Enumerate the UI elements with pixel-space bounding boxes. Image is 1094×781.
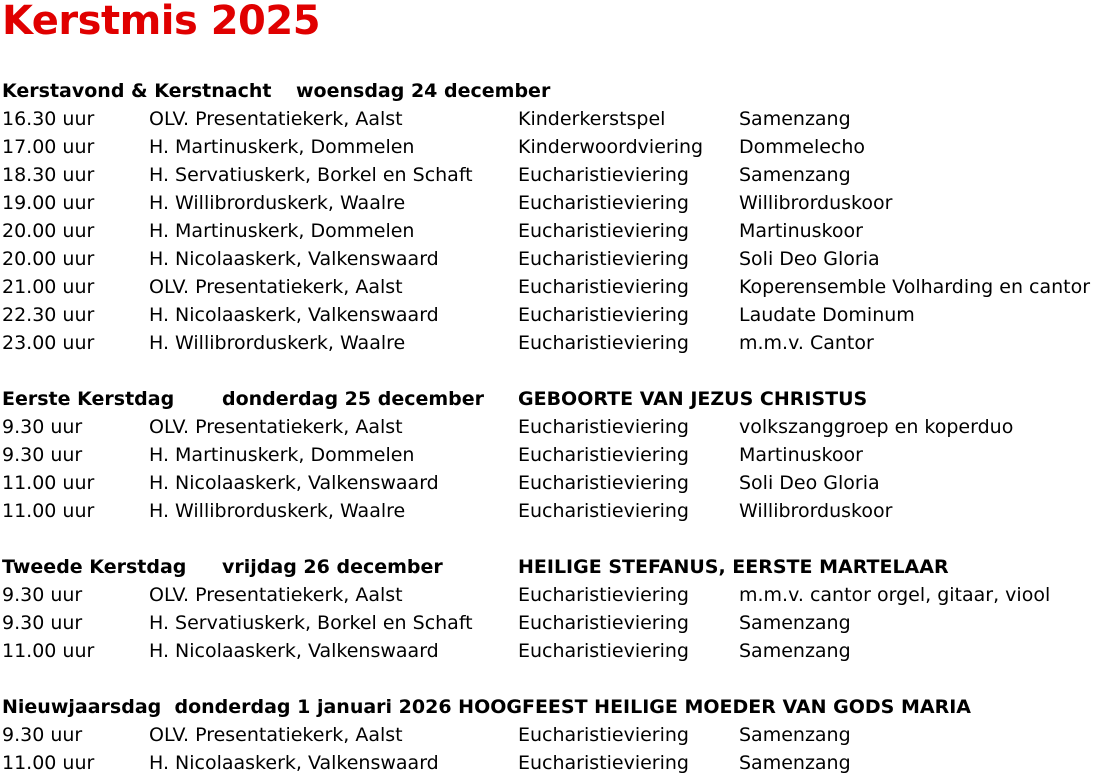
page-title: Kerstmis 2025 — [2, 0, 321, 44]
schedule-row — [0, 133, 1094, 161]
section-nieuwjaarsdag — [0, 693, 1094, 777]
service-type-cell: Kinderkerstspel — [518, 108, 666, 130]
service-type-cell: Eucharistieviering — [518, 724, 689, 746]
time-cell: 9.30 uur — [2, 416, 83, 438]
music-cell: Samenzang — [739, 640, 851, 662]
music-cell: Laudate Dominum — [739, 304, 915, 326]
section-date: vrijdag 26 december — [222, 556, 443, 578]
service-type-cell: Eucharistieviering — [518, 220, 689, 242]
schedule-row — [0, 441, 1094, 469]
time-cell: 9.30 uur — [2, 612, 83, 634]
music-cell: volkszanggroep en koperduo — [739, 416, 1014, 438]
church-cell: H. Willibrorduskerk, Waalre — [149, 500, 406, 522]
schedule-row — [0, 329, 1094, 357]
church-cell: H. Martinuskerk, Dommelen — [149, 220, 415, 242]
section-tweede-kerstdag — [0, 553, 1094, 665]
church-cell: OLV. Presentatiekerk, Aalst — [149, 584, 403, 606]
time-cell: 11.00 uur — [2, 640, 95, 662]
church-cell: H. Martinuskerk, Dommelen — [149, 444, 415, 466]
time-cell: 18.30 uur — [2, 164, 95, 186]
time-cell: 20.00 uur — [2, 248, 95, 270]
service-type-cell: Kinderwoordviering — [518, 136, 704, 158]
music-cell: Soli Deo Gloria — [739, 472, 880, 494]
music-cell: Martinuskoor — [739, 220, 863, 242]
schedule-row — [0, 245, 1094, 273]
service-type-cell: Eucharistieviering — [518, 640, 689, 662]
service-type-cell: Eucharistieviering — [518, 584, 689, 606]
church-cell: H. Willibrorduskerk, Waalre — [149, 332, 406, 354]
schedule-row — [0, 413, 1094, 441]
schedule-row — [0, 749, 1094, 777]
church-cell: H. Servatiuskerk, Borkel en Schaft — [149, 612, 473, 634]
church-cell: H. Nicolaaskerk, Valkenswaard — [149, 472, 439, 494]
music-cell: Willibrorduskoor — [739, 500, 893, 522]
church-cell: H. Nicolaaskerk, Valkenswaard — [149, 304, 439, 326]
section-header — [0, 553, 1094, 581]
time-cell: 20.00 uur — [2, 220, 95, 242]
music-cell: Samenzang — [739, 108, 851, 130]
church-cell: H. Martinuskerk, Dommelen — [149, 136, 415, 158]
music-cell: Samenzang — [739, 612, 851, 634]
music-cell: Martinuskoor — [739, 444, 863, 466]
section-name: Kerstavond & Kerstnacht — [2, 80, 272, 102]
section-feast: HEILIGE STEFANUS, EERSTE MARTELAAR — [518, 556, 949, 578]
music-cell: m.m.v. cantor orgel, gitaar, viool — [739, 584, 1051, 606]
service-type-cell: Eucharistieviering — [518, 472, 689, 494]
schedule-row — [0, 581, 1094, 609]
music-cell: Soli Deo Gloria — [739, 248, 880, 270]
schedule-row — [0, 161, 1094, 189]
church-cell: H. Nicolaaskerk, Valkenswaard — [149, 752, 439, 774]
time-cell: 23.00 uur — [2, 332, 95, 354]
music-cell: Samenzang — [739, 752, 851, 774]
music-cell: Dommelecho — [739, 136, 866, 158]
time-cell: 9.30 uur — [2, 724, 83, 746]
service-type-cell: Eucharistieviering — [518, 164, 689, 186]
service-type-cell: Eucharistieviering — [518, 612, 689, 634]
schedule-row — [0, 273, 1094, 301]
church-cell: OLV. Presentatiekerk, Aalst — [149, 108, 403, 130]
music-cell: Samenzang — [739, 164, 851, 186]
section-feast: GEBOORTE VAN JEZUS CHRISTUS — [518, 388, 868, 410]
section-eerste-kerstdag — [0, 385, 1094, 525]
service-type-cell: Eucharistieviering — [518, 332, 689, 354]
time-cell: 21.00 uur — [2, 276, 95, 298]
time-cell: 19.00 uur — [2, 192, 95, 214]
church-cell: H. Willibrorduskerk, Waalre — [149, 192, 406, 214]
service-type-cell: Eucharistieviering — [518, 276, 689, 298]
church-cell: OLV. Presentatiekerk, Aalst — [149, 724, 403, 746]
church-cell: OLV. Presentatiekerk, Aalst — [149, 276, 403, 298]
church-cell: H. Nicolaaskerk, Valkenswaard — [149, 248, 439, 270]
schedule-row — [0, 637, 1094, 665]
schedule-row — [0, 217, 1094, 245]
service-type-cell: Eucharistieviering — [518, 304, 689, 326]
time-cell: 11.00 uur — [2, 752, 95, 774]
service-type-cell: Eucharistieviering — [518, 416, 689, 438]
section-header — [0, 77, 1094, 105]
section-date: donderdag 25 december — [222, 388, 485, 410]
church-cell: OLV. Presentatiekerk, Aalst — [149, 416, 403, 438]
service-type-cell: Eucharistieviering — [518, 752, 689, 774]
service-type-cell: Eucharistieviering — [518, 248, 689, 270]
schedule-row — [0, 301, 1094, 329]
church-cell: H. Nicolaaskerk, Valkenswaard — [149, 640, 439, 662]
time-cell: 9.30 uur — [2, 444, 83, 466]
church-cell: H. Servatiuskerk, Borkel en Schaft — [149, 164, 473, 186]
schedule-row — [0, 721, 1094, 749]
schedule-row — [0, 189, 1094, 217]
music-cell: m.m.v. Cantor — [739, 332, 874, 354]
time-cell: 11.00 uur — [2, 500, 95, 522]
music-cell: Koperensemble Volharding en cantor — [739, 276, 1091, 298]
time-cell: 17.00 uur — [2, 136, 95, 158]
section-heading: Nieuwjaarsdag donderdag 1 januari 2026 HOOGFEEST HEILIGE MOEDER VAN GODS MARIA — [2, 696, 971, 718]
schedule-row — [0, 497, 1094, 525]
service-type-cell: Eucharistieviering — [518, 192, 689, 214]
section-date: woensdag 24 december — [296, 80, 551, 102]
time-cell: 16.30 uur — [2, 108, 95, 130]
service-type-cell: Eucharistieviering — [518, 444, 689, 466]
section-name: Eerste Kerstdag — [2, 388, 175, 410]
schedule-row — [0, 105, 1094, 133]
time-cell: 9.30 uur — [2, 584, 83, 606]
section-header — [0, 385, 1094, 413]
music-cell: Samenzang — [739, 724, 851, 746]
section-kerstavond — [0, 77, 1094, 357]
time-cell: 22.30 uur — [2, 304, 95, 326]
music-cell: Willibrorduskoor — [739, 192, 893, 214]
time-cell: 11.00 uur — [2, 472, 95, 494]
section-header — [0, 693, 1094, 721]
section-name: Tweede Kerstdag — [2, 556, 187, 578]
schedule-row — [0, 469, 1094, 497]
service-type-cell: Eucharistieviering — [518, 500, 689, 522]
schedule-row — [0, 609, 1094, 637]
